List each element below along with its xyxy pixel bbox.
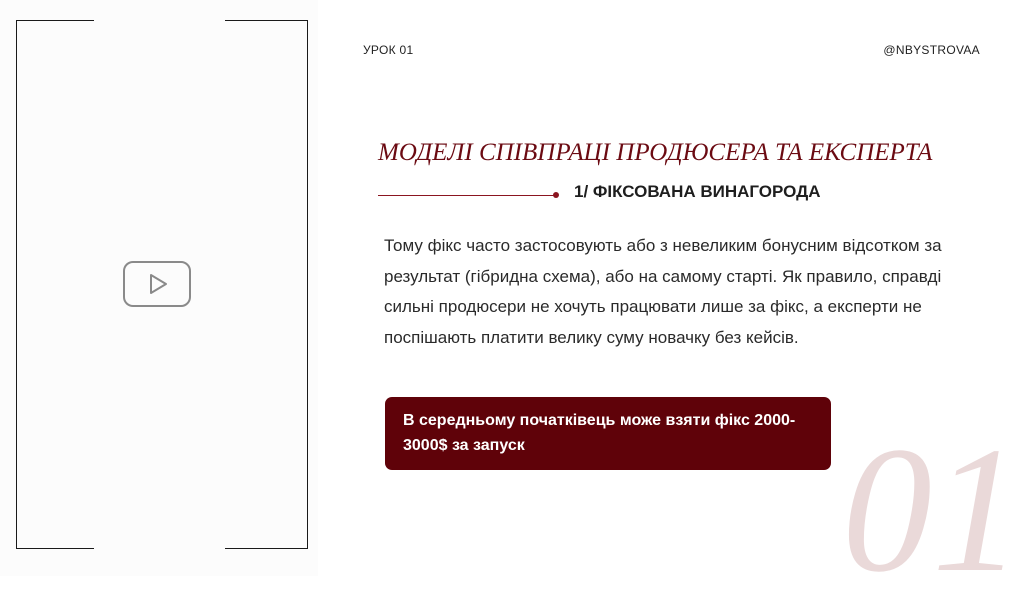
frame-top-right — [225, 20, 308, 21]
body-paragraph: Тому фікс часто застосовують або з невеликим бонусним відсотком за результат (гібридна схема), або на самому старті. Як правило, справді сильні продюсери не хочуть працювати лише за фікс, а експерти не поспішають платити велику суму новачку без кейсів. — [384, 236, 942, 347]
frame-right-edge — [307, 20, 308, 549]
frame-bottom-left — [16, 548, 94, 549]
slide-title: МОДЕЛІ СПІВПРАЦІ ПРОДЮСЕРА ТА ЕКСПЕРТА — [378, 139, 933, 166]
callout-text: В середньому початківець може взяти фікс 2000-3000$ за запуск — [403, 412, 796, 454]
frame-bottom-right — [225, 548, 308, 549]
play-icon[interactable] — [123, 261, 191, 307]
slide-subtitle: 1/ ФІКСОВАНА ВИНАГОРОДА — [574, 182, 821, 201]
callout-box — [385, 397, 831, 470]
lesson-label: УРОК 01 — [363, 43, 414, 57]
frame-left-edge — [16, 20, 17, 549]
video-placeholder-panel — [0, 0, 318, 576]
accent-dot — [553, 192, 559, 198]
slide-number: 01 — [842, 410, 1022, 609]
frame-top-left — [16, 20, 94, 21]
author-handle: @NBYSTROVAA — [883, 43, 980, 57]
accent-line — [378, 195, 556, 196]
